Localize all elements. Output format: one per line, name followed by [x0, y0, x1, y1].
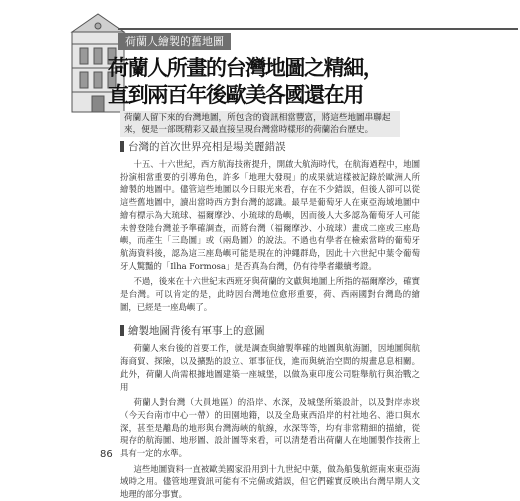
section-heading: [120, 323, 420, 338]
article-body: [120, 139, 420, 501]
page-title-line-2: 直到兩百年後歐美各國還在用: [108, 83, 363, 107]
paragraph: 不過，後來在十六世紀末西班牙與荷蘭的文獻與地圖上所指的福爾摩沙，確實是台灣。可以肯定的是，此時因台灣地位愈形重要，荷、西兩國對台灣島的繪圖，已經是一座島嶼了。: [120, 276, 420, 312]
section-heading: [120, 139, 420, 154]
paragraph: 荷蘭人來台後的首要工作，就是調查與繪製準確的地圖與航海圖，因地圖與航海商貿、探險，以及擴點的設立、軍事征伐，進而與統治空間的規畫息息相關。此外，荷蘭人尚需根據地圖建築一座城堡，以做為東印度公司駐舉航行與治戰之用: [120, 343, 420, 392]
header-rule: [118, 28, 518, 30]
paragraph: 荷蘭人對台灣（大員地區）的沿岸、水深，及城堡所築設計，以及對岸赤崁（今天台南市中心一帶）的田園地籍，以及全島東西沿岸的村社地名、港口與水深，甚至是離島的地形與台灣海峽的航線，水深等等，均有非常精細的描繪，從現存的航海圖、地形圖、設計圖等來看，可以清楚看出荷蘭人在地圖製作技術上具有一定的水準。: [120, 397, 420, 459]
section-heading-text: 台灣的首次世界亮相是場美麗錯誤: [128, 141, 286, 153]
page-title-line-1: 荷蘭人所畫的台灣地圖之精細，: [108, 56, 383, 80]
page-number: 86: [100, 449, 113, 460]
paragraph: 十五、十六世紀，西方航海技術提升，開啟大航海時代，在航海過程中，地圖扮演相當重要的引導角色，許多「地理大發現」的成果就這樣被記錄於歐洲人所繪製的地圖中。儘管這些地圖以今日眼光來看，存在不少錯誤，但後人卻可以從這些舊地圖中，讀出當時西方對台灣的認識。最早是葡萄牙人在東亞海域地圖中繪有標示為大琉球、福爾摩沙、小琉球的島嶼，因而後人大多認為葡萄牙人可能未曾登陸台灣並予準確調查，而將台灣（福爾摩沙、小琉球）畫成二座或三座島嶼，而產生「三島圖」或（兩島圖）的說法。不過也有學者在檢索當時的葡萄牙航海資料後，認為這三座島嶼可能是現在的沖繩群島，因此十六世紀中葉令葡萄牙人驚豔的「Ilha Formosa」是否真為台灣，仍有待學者繼續考證。: [120, 159, 420, 271]
heading-marker: [120, 325, 124, 336]
paragraph: 這些地圖資料一直被歐美國家沿用到十九世紀中葉，做為船隻航經南來東亞海域時之用。儘管地理資訊可能有不完備或錯誤，但它們確實反映出台灣早期人文地理的部分事實。: [120, 463, 420, 500]
heading-marker: [120, 141, 124, 152]
intro-summary: 荷蘭人留下來的台灣地圖，所包含的資訊相當豐富，將這些地圖串聯起來，便是一部既精彩又最直接呈現台灣當時樣形的荷蘭治台歷史。: [120, 111, 400, 137]
section-heading-text: 繪製地圖背後有軍事上的意圖: [128, 325, 265, 338]
chapter-tab-label: 荷蘭人繪製的舊地圖: [118, 33, 231, 50]
